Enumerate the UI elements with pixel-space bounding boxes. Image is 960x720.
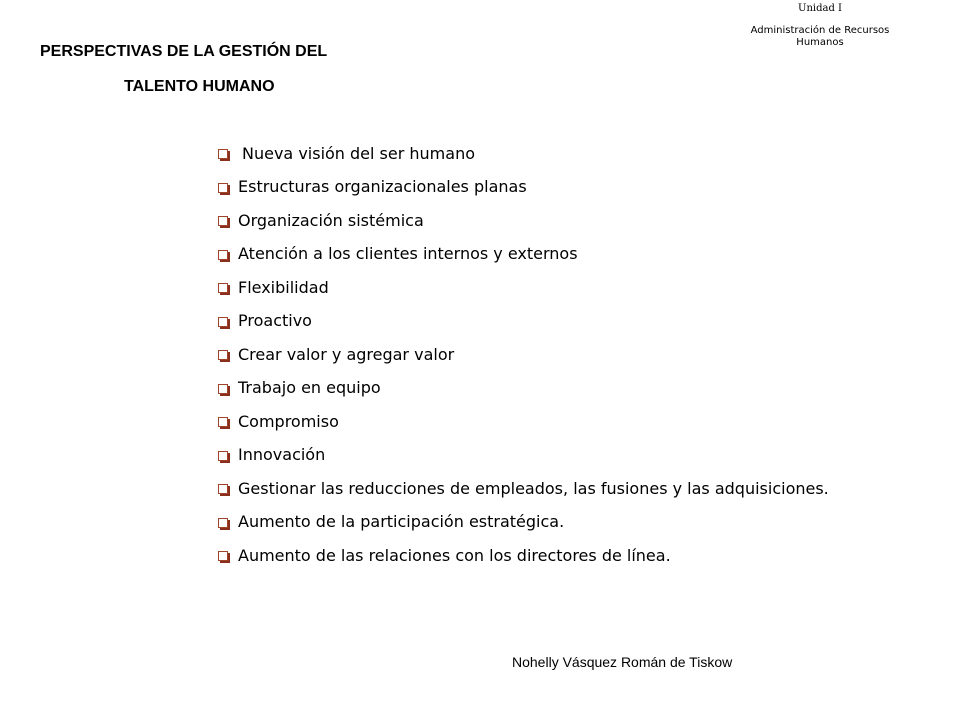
square-bullet-icon [218, 216, 228, 226]
square-bullet-icon [218, 283, 228, 293]
list-item-text: Nueva visión del ser humano [242, 143, 475, 163]
list-item-text: Flexibilidad [238, 277, 329, 297]
square-bullet-icon [218, 149, 228, 159]
perspectives-list [218, 137, 829, 573]
list-item [218, 137, 829, 171]
unit-label: Unidad I [798, 3, 842, 14]
list-item [218, 539, 829, 573]
square-bullet-icon [218, 250, 228, 260]
list-item-text: Atención a los clientes internos y externos [238, 244, 578, 264]
square-bullet-icon [218, 451, 228, 461]
list-item [218, 472, 829, 506]
list-item [218, 305, 829, 339]
square-bullet-icon [218, 484, 228, 494]
list-item [218, 506, 829, 540]
list-item-text: Estructuras organizacionales planas [238, 177, 527, 197]
square-bullet-icon [218, 384, 228, 394]
list-item-text: Proactivo [238, 311, 312, 331]
list-item-text: Innovación [238, 445, 326, 465]
list-item [218, 204, 829, 238]
square-bullet-icon [218, 350, 228, 360]
square-bullet-icon [218, 183, 228, 193]
course-label: Administración de Recursos Humanos [750, 25, 890, 48]
slide-title-line-1: PERSPECTIVAS DE LA GESTIÓN DEL [40, 43, 328, 60]
list-item-text: Trabajo en equipo [238, 378, 381, 398]
list-item-text: Gestionar las reducciones de empleados, las fusiones y las adquisiciones. [238, 478, 829, 498]
list-item-text: Crear valor y agregar valor [238, 344, 455, 364]
list-item [218, 338, 829, 372]
list-item [218, 372, 829, 406]
list-item [218, 405, 829, 439]
square-bullet-icon [218, 417, 228, 427]
list-item [218, 238, 829, 272]
list-item-text: Aumento de las relaciones con los directores de línea. [238, 545, 671, 565]
list-item-text: Aumento de la participación estratégica. [238, 512, 565, 532]
square-bullet-icon [218, 518, 228, 528]
square-bullet-icon [218, 551, 228, 561]
author-name: Nohelly Vásquez Román de Tiskow [512, 654, 733, 670]
list-item [218, 271, 829, 305]
square-bullet-icon [218, 317, 228, 327]
list-item-text: Compromiso [238, 411, 339, 431]
list-item-text: Organización sistémica [238, 210, 424, 230]
slide-title-line-2: TALENTO HUMANO [124, 78, 275, 95]
list-item [218, 171, 829, 205]
list-item [218, 439, 829, 473]
